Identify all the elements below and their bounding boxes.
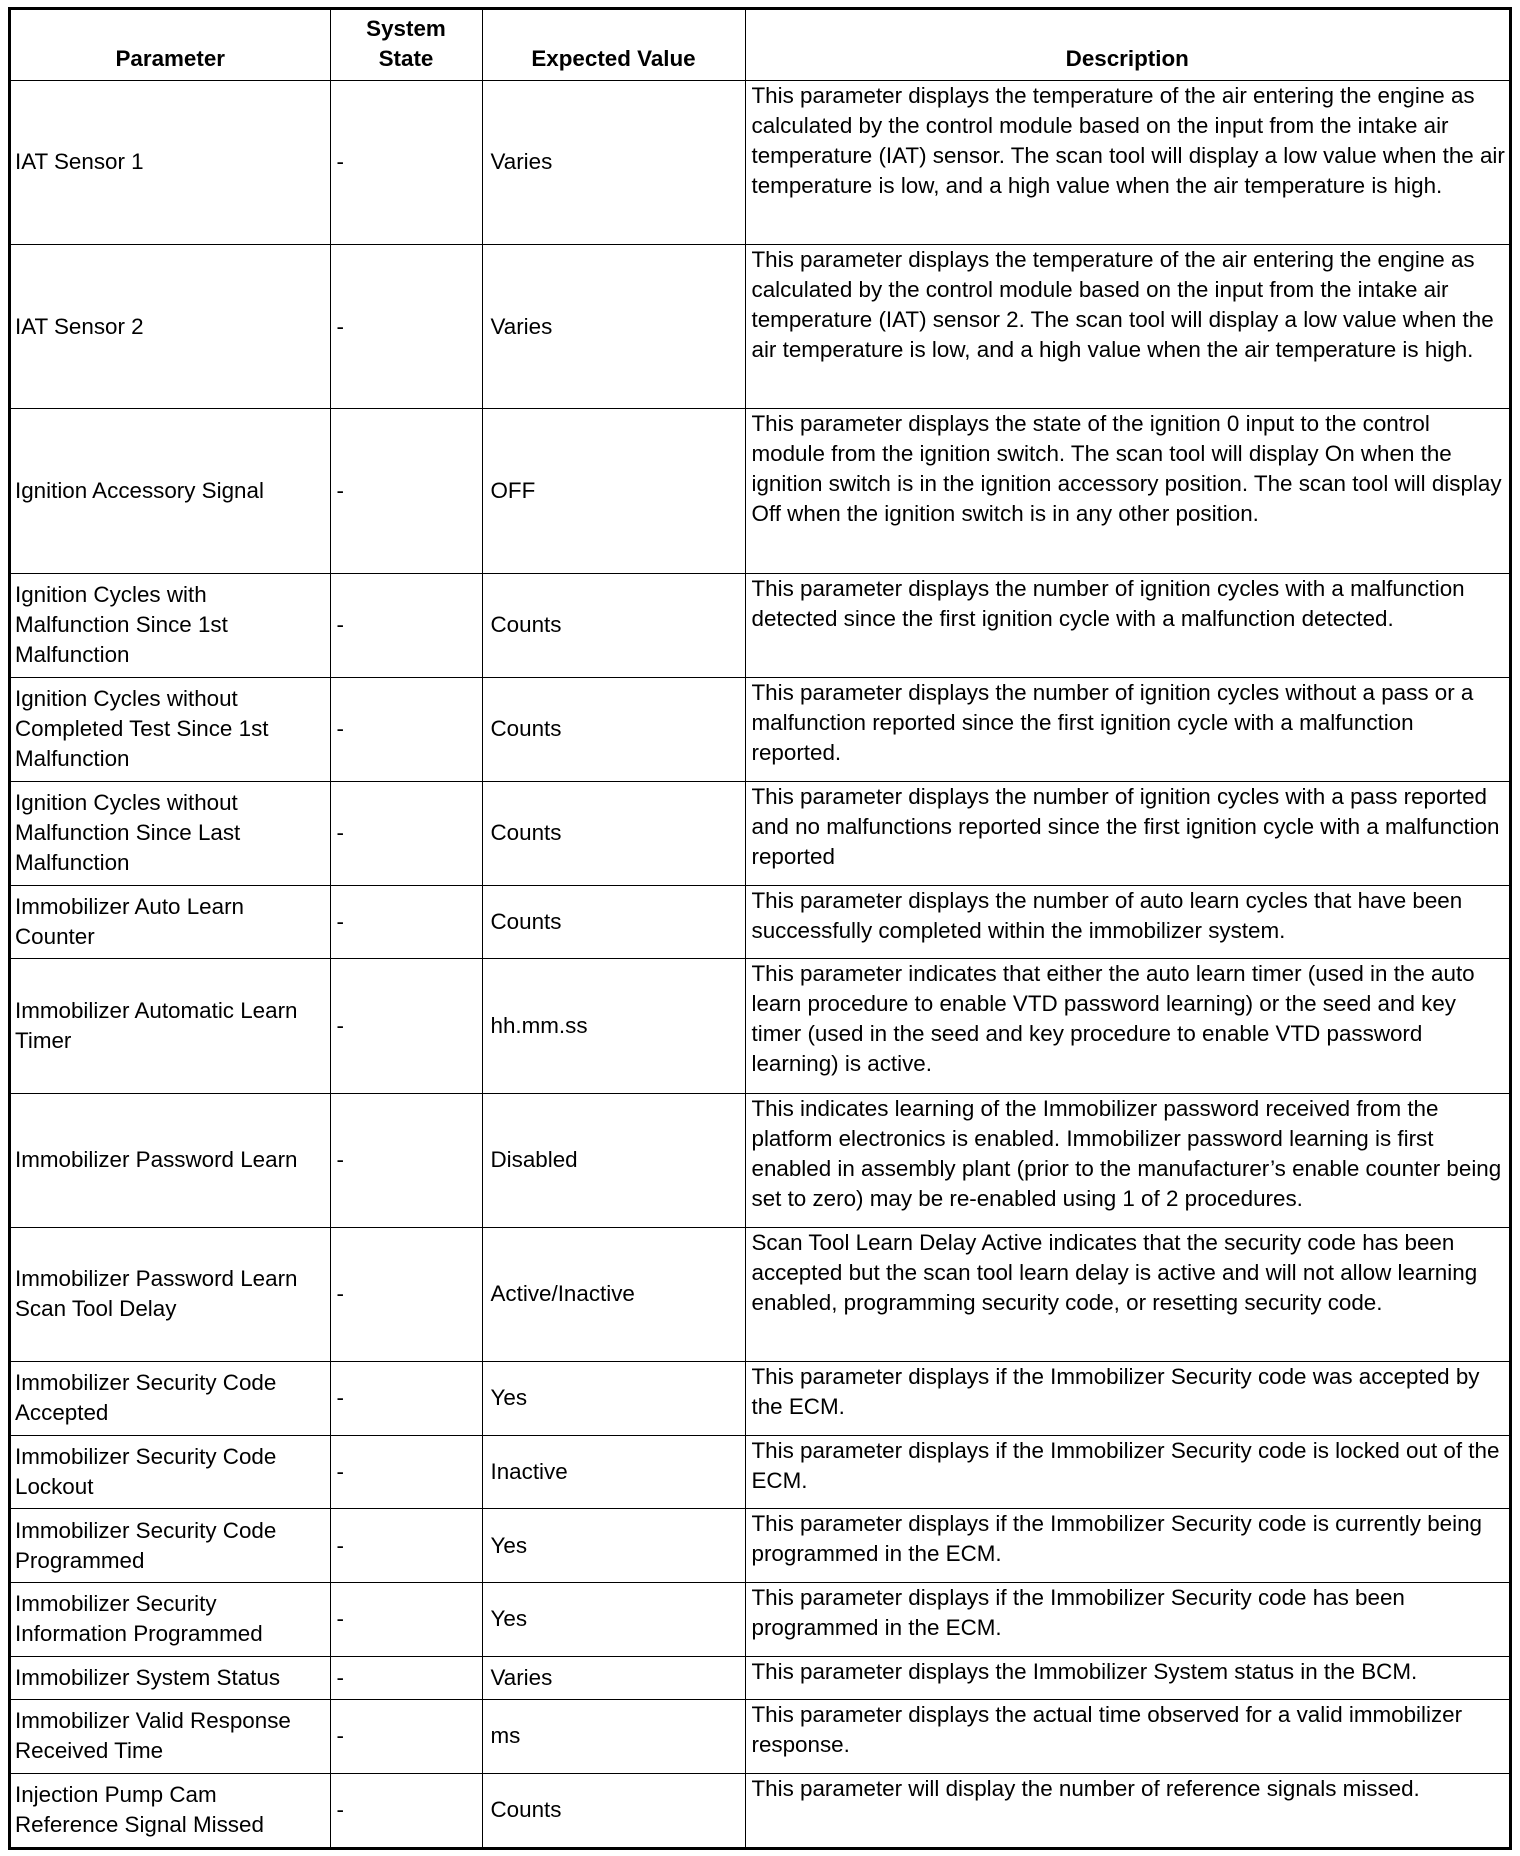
cell-expected-value: ms bbox=[482, 1700, 745, 1774]
header-row bbox=[11, 10, 1509, 80]
table-row bbox=[11, 1700, 1509, 1774]
cell-parameter: Immobilizer Security Code Accepted bbox=[11, 1362, 330, 1436]
table-row bbox=[11, 781, 1509, 885]
cell-parameter: Injection Pump Cam Reference Signal Missed bbox=[11, 1773, 330, 1847]
cell-parameter: Immobilizer Security Information Programmed bbox=[11, 1583, 330, 1657]
cell-system-state: - bbox=[330, 677, 482, 781]
cell-parameter: IAT Sensor 2 bbox=[11, 244, 330, 408]
cell-description: This parameter displays the number of auto learn cycles that have been successfully completed within the immobilizer system. bbox=[745, 885, 1509, 959]
cell-description: This parameter displays if the Immobilizer Security code is currently being programmed in the ECM. bbox=[745, 1509, 1509, 1583]
table-row bbox=[11, 1583, 1509, 1657]
cell-description: This parameter displays the actual time observed for a valid immobilizer response. bbox=[745, 1700, 1509, 1774]
cell-system-state: - bbox=[330, 1435, 482, 1509]
table-row bbox=[11, 677, 1509, 781]
cell-description: This parameter displays if the Immobilizer Security code has been programmed in the ECM. bbox=[745, 1583, 1509, 1657]
header-system-state: System State bbox=[330, 10, 482, 80]
table-row bbox=[11, 1093, 1509, 1227]
table-row bbox=[11, 1362, 1509, 1436]
cell-expected-value: Varies bbox=[482, 80, 745, 244]
cell-parameter: Immobilizer Security Code Programmed bbox=[11, 1509, 330, 1583]
header-parameter: Parameter bbox=[11, 10, 330, 80]
cell-system-state: - bbox=[330, 1583, 482, 1657]
table-row bbox=[11, 885, 1509, 959]
cell-parameter: Immobilizer Auto Learn Counter bbox=[11, 885, 330, 959]
cell-expected-value: Yes bbox=[482, 1583, 745, 1657]
cell-expected-value: Counts bbox=[482, 781, 745, 885]
table-row bbox=[11, 1773, 1509, 1847]
cell-expected-value: Varies bbox=[482, 244, 745, 408]
table-row bbox=[11, 1435, 1509, 1509]
cell-description: This parameter displays the number of ignition cycles with a malfunction detected since the first ignition cycle with a malfunction detected. bbox=[745, 573, 1509, 677]
table-row bbox=[11, 1227, 1509, 1361]
cell-expected-value: Inactive bbox=[482, 1435, 745, 1509]
cell-description: This parameter displays the number of ignition cycles with a pass reported and no malfunctions reported since the first ignition cycle with a malfunction reported bbox=[745, 781, 1509, 885]
cell-description: This indicates learning of the Immobilizer password received from the platform electronics is enabled. Immobilizer password learning is first enabled in assembly plant (prior to the manufacturer’s enable counter being set to zero) may be re-enabled using 1 of 2 procedures. bbox=[745, 1093, 1509, 1227]
cell-system-state: - bbox=[330, 1509, 482, 1583]
cell-expected-value: Counts bbox=[482, 1773, 745, 1847]
cell-expected-value: Yes bbox=[482, 1509, 745, 1583]
cell-system-state: - bbox=[330, 1656, 482, 1699]
cell-description: This parameter displays the temperature of the air entering the engine as calculated by the control module based on the input from the intake air temperature (IAT) sensor. The scan tool will display a low value when the air temperature is low, and a high value when the air temperature is high. bbox=[745, 80, 1509, 244]
cell-description: This parameter displays the temperature of the air entering the engine as calculated by the control module based on the input from the intake air temperature (IAT) sensor 2. The scan tool will display a low value when the air temperature is low, and a high value when the air temperature is high. bbox=[745, 244, 1509, 408]
cell-system-state: - bbox=[330, 885, 482, 959]
cell-expected-value: Counts bbox=[482, 573, 745, 677]
cell-system-state: - bbox=[330, 1093, 482, 1227]
cell-description: This parameter displays if the Immobilizer Security code was accepted by the ECM. bbox=[745, 1362, 1509, 1436]
cell-parameter: Immobilizer Security Code Lockout bbox=[11, 1435, 330, 1509]
cell-parameter: Immobilizer System Status bbox=[11, 1656, 330, 1699]
cell-parameter: IAT Sensor 1 bbox=[11, 80, 330, 244]
cell-expected-value: Active/Inactive bbox=[482, 1227, 745, 1361]
cell-parameter: Ignition Cycles without Completed Test Since 1st Malfunction bbox=[11, 677, 330, 781]
cell-expected-value: Counts bbox=[482, 677, 745, 781]
cell-parameter: Immobilizer Automatic Learn Timer bbox=[11, 959, 330, 1093]
table-row bbox=[11, 959, 1509, 1093]
cell-description: This parameter displays the Immobilizer System status in the BCM. bbox=[745, 1656, 1509, 1699]
cell-system-state: - bbox=[330, 409, 482, 573]
cell-system-state: - bbox=[330, 1700, 482, 1774]
cell-parameter: Immobilizer Password Learn Scan Tool Delay bbox=[11, 1227, 330, 1361]
cell-expected-value: Counts bbox=[482, 885, 745, 959]
cell-description: This parameter indicates that either the auto learn timer (used in the auto learn procedure to enable VTD password learning) or the seed and key timer (used in the seed and key procedure to enable VTD password learning) is active. bbox=[745, 959, 1509, 1093]
cell-parameter: Immobilizer Password Learn bbox=[11, 1093, 330, 1227]
parameter-table-frame bbox=[8, 7, 1512, 1850]
table-row bbox=[11, 1509, 1509, 1583]
cell-parameter: Ignition Cycles with Malfunction Since 1st Malfunction bbox=[11, 573, 330, 677]
table-row bbox=[11, 1656, 1509, 1699]
cell-system-state: - bbox=[330, 1773, 482, 1847]
table-row bbox=[11, 573, 1509, 677]
cell-parameter: Immobilizer Valid Response Received Time bbox=[11, 1700, 330, 1774]
header-expected-value: Expected Value bbox=[482, 10, 745, 80]
cell-system-state: - bbox=[330, 80, 482, 244]
header-description: Description bbox=[745, 10, 1509, 80]
parameter-table bbox=[11, 10, 1509, 1847]
cell-system-state: - bbox=[330, 573, 482, 677]
cell-expected-value: Disabled bbox=[482, 1093, 745, 1227]
table-row bbox=[11, 409, 1509, 573]
cell-description: Scan Tool Learn Delay Active indicates that the security code has been accepted but the scan tool learn delay is active and will not allow learning enabled, programming security code, or resetting security code. bbox=[745, 1227, 1509, 1361]
cell-system-state: - bbox=[330, 244, 482, 408]
cell-system-state: - bbox=[330, 1362, 482, 1436]
cell-parameter: Ignition Accessory Signal bbox=[11, 409, 330, 573]
cell-description: This parameter will display the number of reference signals missed. bbox=[745, 1773, 1509, 1847]
cell-parameter: Ignition Cycles without Malfunction Since Last Malfunction bbox=[11, 781, 330, 885]
cell-expected-value: Varies bbox=[482, 1656, 745, 1699]
cell-expected-value: hh.mm.ss bbox=[482, 959, 745, 1093]
cell-system-state: - bbox=[330, 781, 482, 885]
cell-expected-value: Yes bbox=[482, 1362, 745, 1436]
table-row bbox=[11, 244, 1509, 408]
cell-description: This parameter displays the number of ignition cycles without a pass or a malfunction reported since the first ignition cycle with a malfunction reported. bbox=[745, 677, 1509, 781]
table-row bbox=[11, 80, 1509, 244]
cell-description: This parameter displays if the Immobilizer Security code is locked out of the ECM. bbox=[745, 1435, 1509, 1509]
cell-system-state: - bbox=[330, 959, 482, 1093]
cell-expected-value: OFF bbox=[482, 409, 745, 573]
cell-description: This parameter displays the state of the ignition 0 input to the control module from the ignition switch. The scan tool will display On when the ignition switch is in the ignition accessory position. The scan tool will display Off when the ignition switch is in any other position. bbox=[745, 409, 1509, 573]
cell-system-state: - bbox=[330, 1227, 482, 1361]
